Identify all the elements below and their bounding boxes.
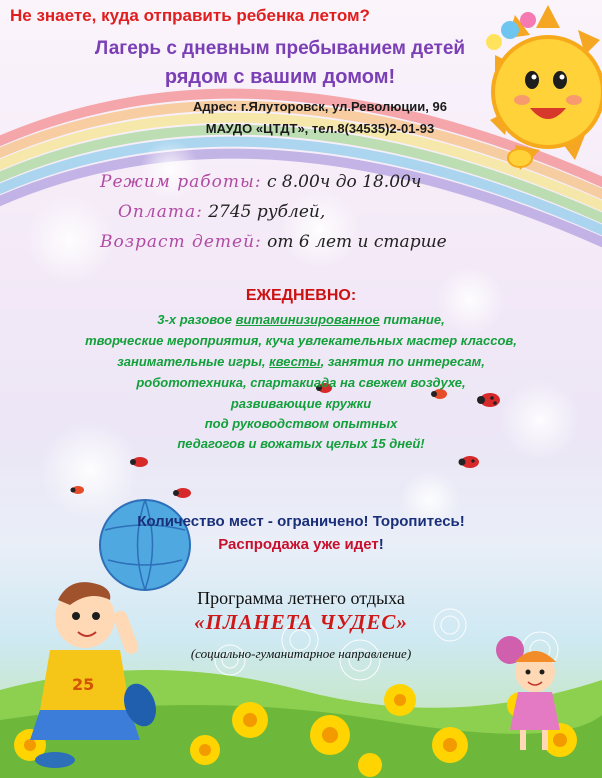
age-value: от 6 лет и старше xyxy=(267,232,447,252)
activity-line-3 xyxy=(0,354,602,369)
working-hours-value: с 8.00ч до 18.00ч xyxy=(267,172,422,192)
activity-line-4: робототехника, спартакиада на свежем воздухе, xyxy=(136,375,466,390)
program-name: «ПЛАНЕТА ЧУДЕС» xyxy=(194,610,408,634)
price-value: 2745 рублей, xyxy=(208,202,326,222)
activity-line-7: педагогов и вожатых целых 15 дней! xyxy=(177,436,425,451)
activity-text: , занятия по интересам, xyxy=(320,354,485,369)
places-limited-notice: Количество мест - ограничено! Торопитесь! xyxy=(137,513,465,530)
activity-text: витаминизированное xyxy=(235,312,380,327)
address: Адрес: г.Ялуторовск, ул.Революции, 96 xyxy=(193,99,447,114)
activity-text: 3-х разовое xyxy=(157,312,236,327)
subtitle-line-2: рядом с вашим домом! xyxy=(164,66,396,88)
sale-text: Распродажа уже идет xyxy=(218,536,379,553)
svg-text:25: 25 xyxy=(72,675,95,694)
activity-line-2: творческие мероприятия, куча увлекательных мастер классов, xyxy=(85,333,517,348)
daily-heading: ЕЖЕДНЕВНО: xyxy=(245,287,357,304)
sale-exclamation: ! xyxy=(378,536,384,553)
program-intro: Программа летнего отдыха xyxy=(197,588,405,608)
program-direction: (социально-гуманитарное направление) xyxy=(190,646,412,661)
activity-text: занимательные игры, xyxy=(117,354,270,369)
subtitle-line-1: Лагерь с дневным пребыванием детей xyxy=(94,38,466,59)
activity-text: питание, xyxy=(379,312,445,327)
activity-text: квесты xyxy=(269,354,321,369)
age-label: Возраст детей: xyxy=(100,232,262,252)
age xyxy=(100,232,447,252)
activity-line-5: развивающие кружки xyxy=(230,396,372,411)
organization-contact: МАУДО «ЦТДТ», тел.8(34535)2-01-93 xyxy=(205,121,435,136)
working-hours-label: Режим работы: xyxy=(100,172,262,192)
price xyxy=(118,202,325,222)
headline: Не знаете, куда отправить ребенка летом? xyxy=(10,6,370,25)
price-label: Оплата: xyxy=(118,202,203,222)
activity-line-6: под руководством опытных xyxy=(204,416,398,431)
activity-line-1 xyxy=(0,312,602,327)
sale-notice xyxy=(0,536,602,554)
working-hours xyxy=(100,172,421,192)
